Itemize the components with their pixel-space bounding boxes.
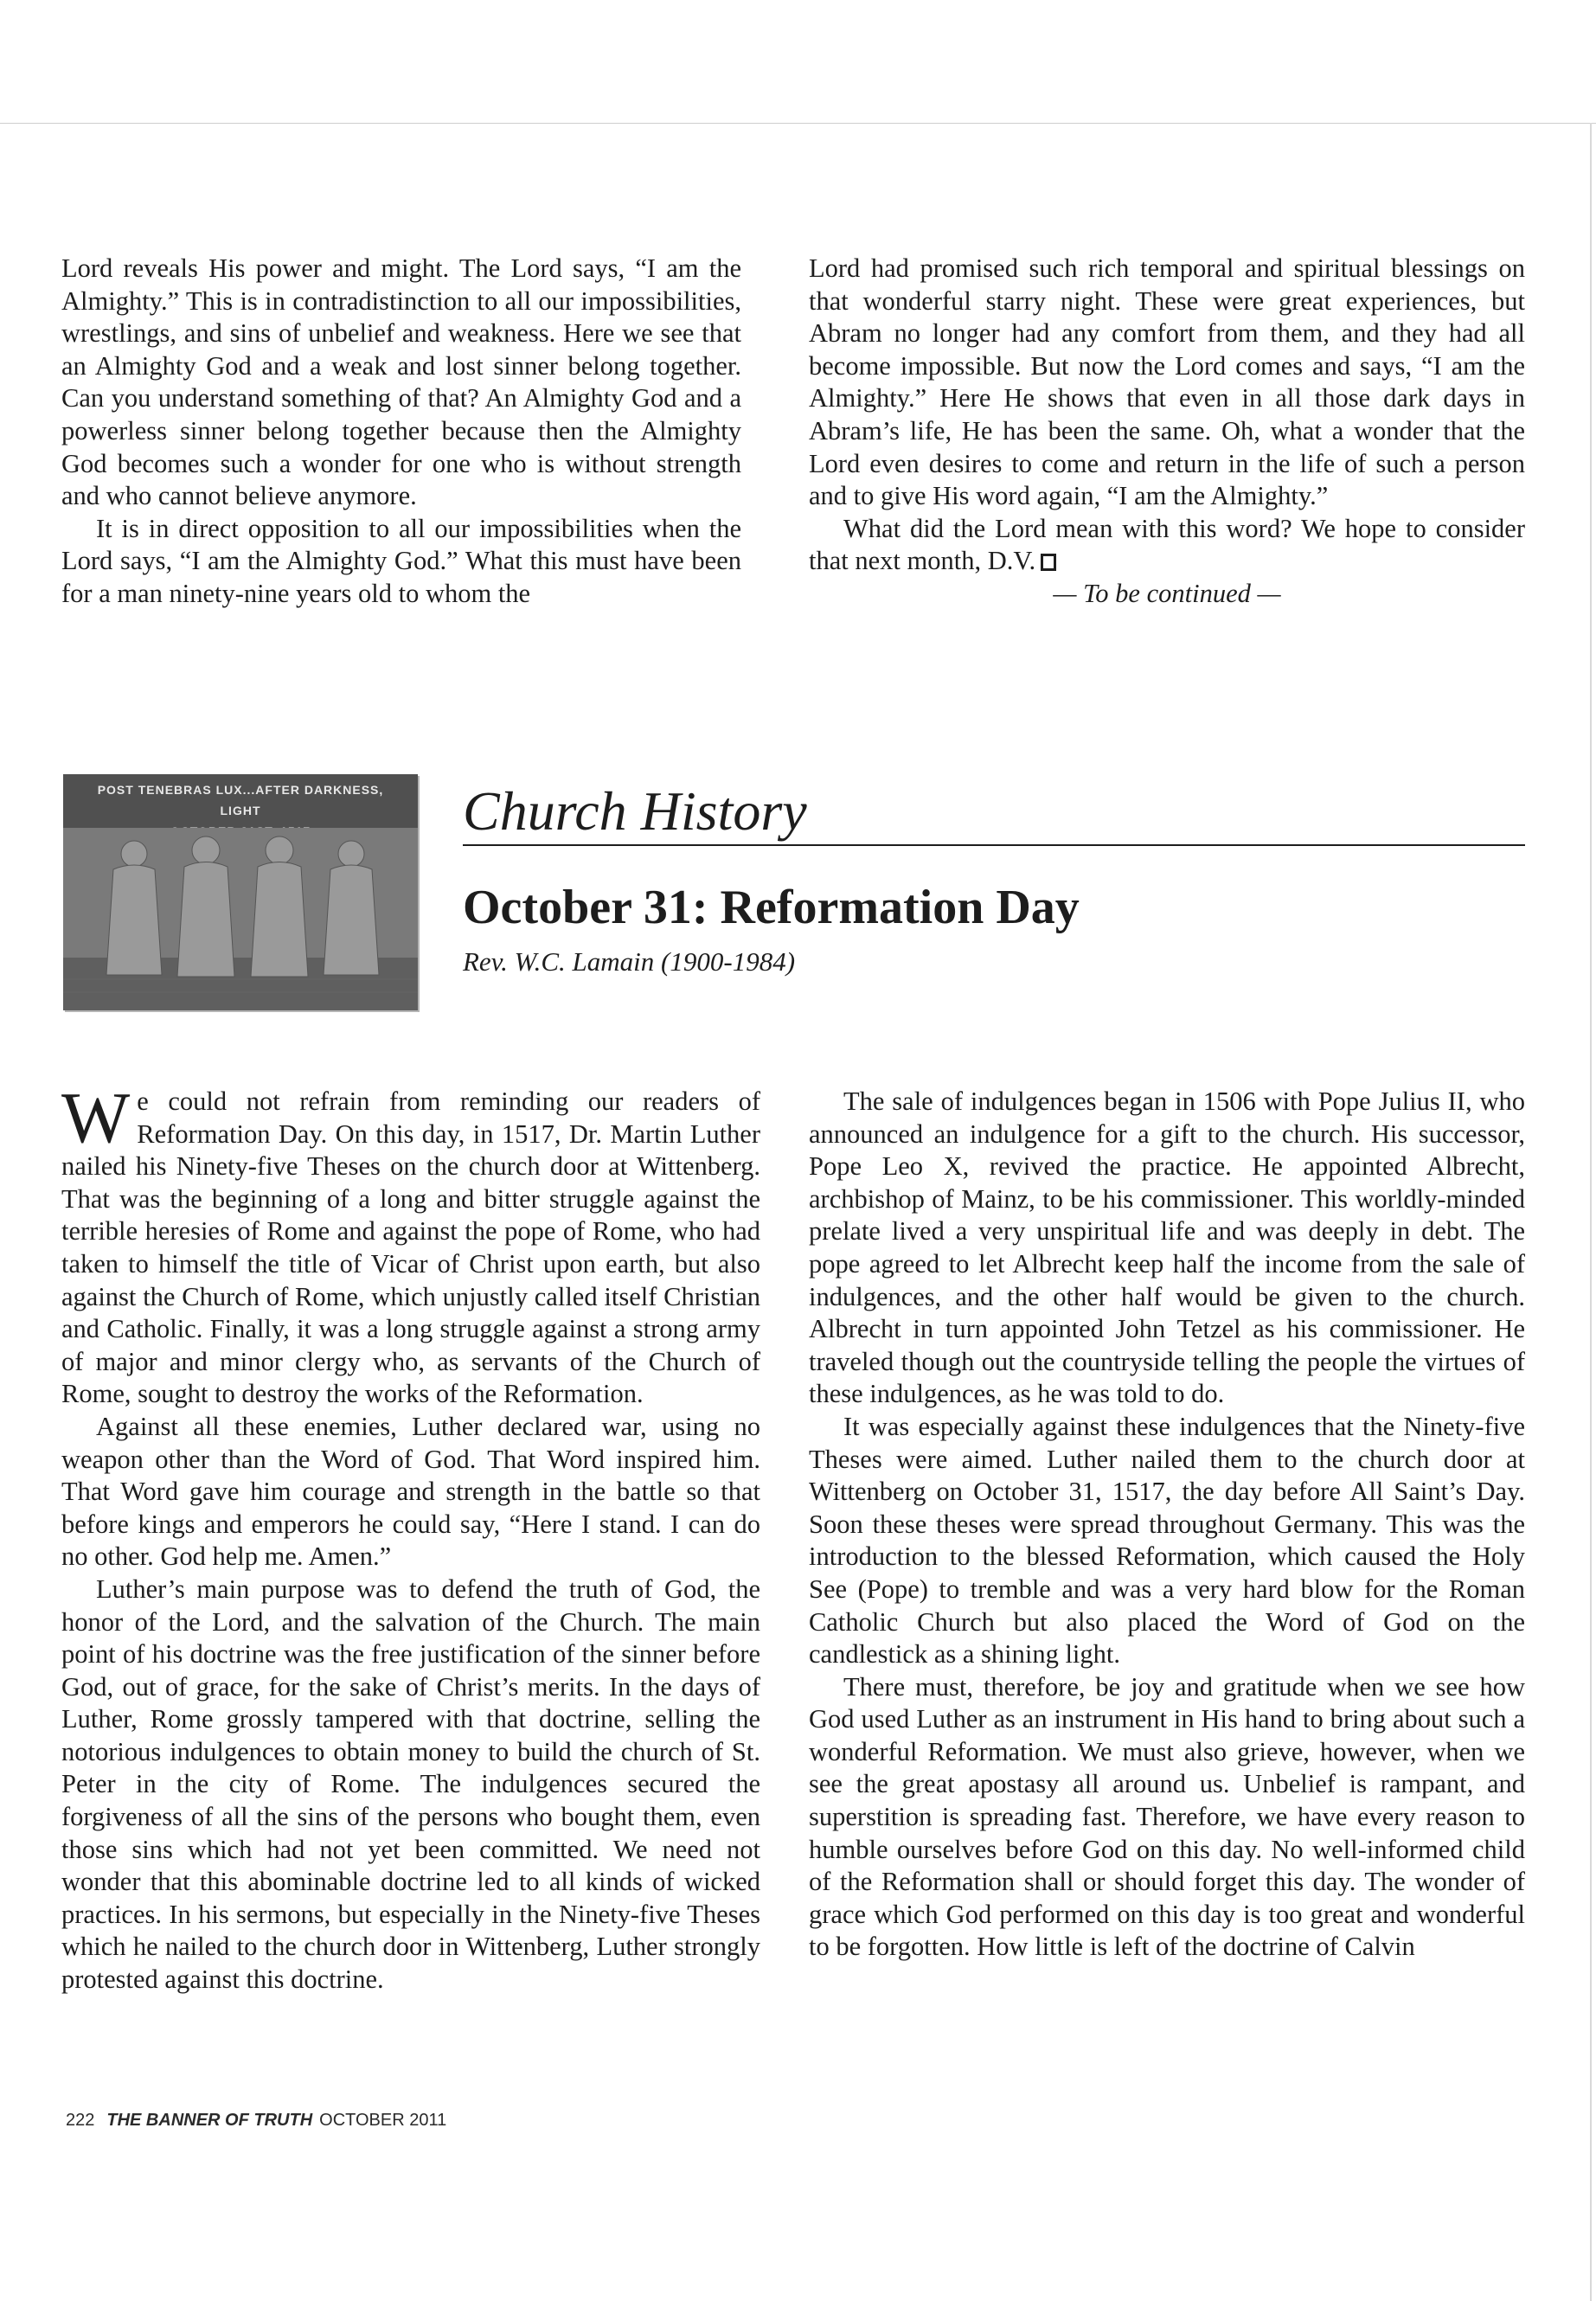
paragraph-text: What did the Lord mean with this word? We hope to consider that next month, D.V. (809, 513, 1525, 576)
page-footer (66, 2110, 446, 2131)
publication-name: THE BANNER OF TRUTH (106, 2111, 313, 2130)
article-title: October 31: Reformation Day (463, 881, 1080, 934)
page-number: 222 (66, 2111, 95, 2130)
to-be-continued: — To be continued — (1053, 578, 1281, 608)
paragraph: It is in direct opposition to all our impossibilities when the Lord says, “I am the Almighty God.” What this must have been for a man ninety-nine years old to whom the (61, 513, 741, 608)
top-left-column (61, 253, 741, 611)
section-title: Church History (463, 780, 807, 842)
photo-inscription-line: POST TENEBRAS LUX...AFTER DARKNESS, LIGHT (97, 783, 384, 817)
section-title-rule (463, 844, 1525, 846)
article-left-column (61, 1078, 760, 1997)
reformation-wall-photo (63, 774, 418, 1010)
article-byline: Rev. W.C. Lamain (1900-1984) (463, 946, 796, 977)
reformers-statues-image (63, 828, 418, 1010)
paragraph: Luther’s main purpose was to defend the truth of God, the honor of the Lord, and the salvation of the Church. The main point of his doctrine was the free justification of the sinner before God, out of grace, for the sake of Christ’s merits. In the days of Luther, Rome grossly tampered with that doctrine, selling the notorious indulgences to obtain money to build the church of St. Peter in the city of Rome. The indulgences secured the forgiveness of all the sins of the persons who bought them, even those sins which had not yet been committed. We need not wonder that this abominable doctrine led to all kinds of wicked practices. In his sermons, but especially in the Ninety-five Theses which he nailed to the church door in Wittenberg, Luther strongly protested against this doctrine. (61, 1574, 760, 1995)
paragraph (809, 513, 1525, 578)
paragraph: There must, therefore, be joy and gratitude when we see how God used Luther as an instrument in His hand to bring about such a wonderful Reformation. We must also grieve, however, when we see the great apostasy all around us. Unbelief is rampant, and superstition is spreading fast. Therefore, we have every reason to humble ourselves before God on this day. No well-informed child of the Reformation shall or should forget this day. The wonder of grace which God performed on this day is too great and wonderful to be forgotten. How little is left of the doctrine of Calvin (809, 1671, 1525, 1962)
paragraph: It was especially against these indulgences that the Ninety-five Theses were aimed. Luther nailed them to the church door at Wittenberg on October 31, 1517, the day before All Saint’s Day. Soon these theses were spread throughout Germany. This was the introduction to the blessed Reformation, which caused the Holy See (Pope) to tremble and was a very hard blow for the Roman Catholic Church but also placed the Word of God on the candlestick as a shining light. (809, 1411, 1525, 1670)
paragraph-text: e could not refrain from reminding our readers of Reformation Day. On this day, in 1517, Dr. Martin Luther nailed his Ninety-five Theses on the church door at Wittenberg. That was the beginning of a long and bitter struggle against the terrible heresies of Rome and against the pope of Rome, who had taken to himself the title of Vicar of Christ upon earth, but also against the Church of Rome, which unjustly called itself Christian and Catholic. Finally, it was a long struggle against a strong army of major and minor clergy who, as servants of the Church of Rome, sought to destroy the works of the Reformation. (61, 1086, 760, 1409)
page-edge-shadow (1590, 123, 1592, 2301)
top-right-column (809, 253, 1525, 611)
issue-date: OCTOBER 2011 (319, 2111, 447, 2130)
top-rule (0, 123, 1596, 124)
article-right-column (809, 1086, 1525, 1964)
end-mark-icon (1041, 554, 1056, 571)
paragraph: Lord had promised such rich temporal and spiritual blessings on that wonderful starry night. These were great experiences, but Abram no longer had any comfort from them, and they had all become impossible. But now the Lord comes and says, “I am the Almighty.” Here He shows that even in all those dark days in Abram’s life, He has been the same. Oh, what a wonder that the Lord even desires to come and return in the life of such a person and to give His word again, “I am the Almighty.” (809, 253, 1525, 511)
drop-cap: W (61, 1078, 131, 1158)
paragraph: Against all these enemies, Luther declared war, using no weapon other than the Word of God. That Word inspired him. That Word gave him courage and strength in the battle so that before kings and emperors he could say, “Here I stand. I can do no other. God help me. Amen.” (61, 1411, 760, 1572)
paragraph (61, 1078, 760, 1411)
paragraph: The sale of indulgences began in 1506 with Pope Julius II, who announced an indulgence for a gift to the church. His successor, Pope Leo X, revived the practice. He appointed Albrecht, archbishop of Mainz, to be his commissioner. This worldly-minded prelate lived a very unspiritual life and was deeply in debt. The pope agreed to let Albrecht keep half the income from the sale of indulgences, and the other half would be given to the church. Albrecht in turn appointed John Tetzel as his commissioner. He traveled though out the countryside telling the people the virtues of these indulgences, as he was told to do. (809, 1086, 1525, 1409)
paragraph: Lord reveals His power and might. The Lord says, “I am the Almighty.” This is in contradistinction to all our impossibilities, wrestlings, and sins of unbelief and weakness. Here we see that an Almighty God and a weak and lost sinner belong together. Can you understand something of that? An Almighty God and a powerless sinner belong together because then the Almighty God becomes such a wonder for one who is without strength and who cannot believe anymore. (61, 253, 741, 511)
